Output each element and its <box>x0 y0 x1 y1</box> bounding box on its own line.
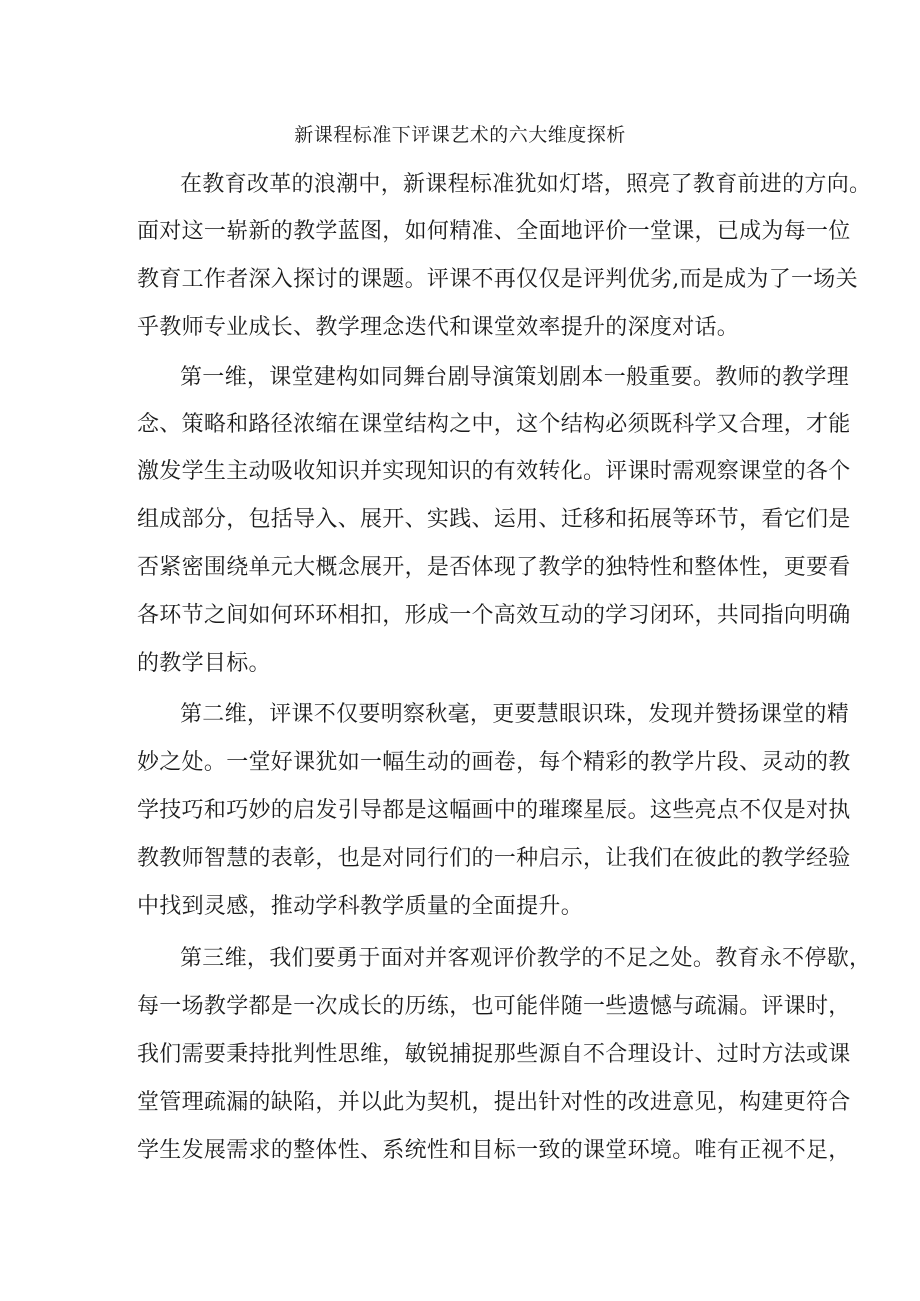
text-line: 否紧密围绕单元大概念展开，是否体现了教学的独特性和整体性，更要看 <box>137 555 851 580</box>
text-line: 组成部分，包括导入、展开、实践、运用、迁移和拓展等环节，看它们是 <box>137 507 851 532</box>
text-line: 各环节之间如何环环相扣，形成一个高效互动的学习闭环，共同指向明确 <box>137 603 851 628</box>
text-line: 我们需要秉持批判性思维，敏锐捕捉那些源自不合理设计、过时方法或课 <box>137 1042 851 1067</box>
text-line: 念、策略和路径浓缩在课堂结构之中，这个结构必须既科学又合理，才能 <box>137 412 851 437</box>
text-line: 学生发展需求的整体性、系统性和目标一致的课堂环境。唯有正视不足， <box>137 1138 851 1163</box>
text-line: 乎教师专业成长、教学理念迭代和课堂效率提升的深度对话。 <box>137 315 740 340</box>
text-line: 面对这一崭新的教学蓝图，如何精准、全面地评价一堂课，已成为每一位 <box>137 219 851 244</box>
text-line: 堂管理疏漏的缺陷，并以此为契机，提出针对性的改进意见，构建更符合 <box>137 1090 851 1115</box>
text-line: 激发学生主动吸收知识并实现知识的有效转化。评课时需观察课堂的各个 <box>137 459 851 484</box>
text-line: 教育工作者深入探讨的课题。评课不再仅仅是评判优劣,而是成为了一场关 <box>137 267 858 292</box>
text-line: 学技巧和巧妙的启发引导都是这幅画中的璀璨星辰。这些亮点不仅是对执 <box>137 798 851 823</box>
text-line: 中找到灵感，推动学科教学质量的全面提升。 <box>137 894 584 919</box>
document-title: 新课程标准下评课艺术的六大维度探析 <box>294 124 626 146</box>
text-line: 第二维，评课不仅要明察秋毫，更要慧眼识珠，发现并赞扬课堂的精 <box>180 702 850 727</box>
text-line: 第一维，课堂建构如同舞台剧导演策划剧本一般重要。教师的教学理 <box>180 365 850 390</box>
text-line: 在教育改革的浪潮中，新课程标准犹如灯塔，照亮了教育前进的方向。 <box>180 172 872 197</box>
text-line: 妙之处。一堂好课犹如一幅生动的画卷，每个精彩的教学片段、灵动的教 <box>137 750 851 775</box>
text-line: 每一场教学都是一次成长的历练，也可能伴随一些遗憾与疏漏。评课时， <box>137 994 851 1019</box>
text-line: 的教学目标。 <box>137 651 271 676</box>
text-line: 第三维，我们要勇于面对并客观评价教学的不足之处。教育永不停歇， <box>180 946 872 971</box>
text-line: 教教师智慧的表彰，也是对同行们的一种启示，让我们在彼此的教学经验 <box>137 846 851 871</box>
